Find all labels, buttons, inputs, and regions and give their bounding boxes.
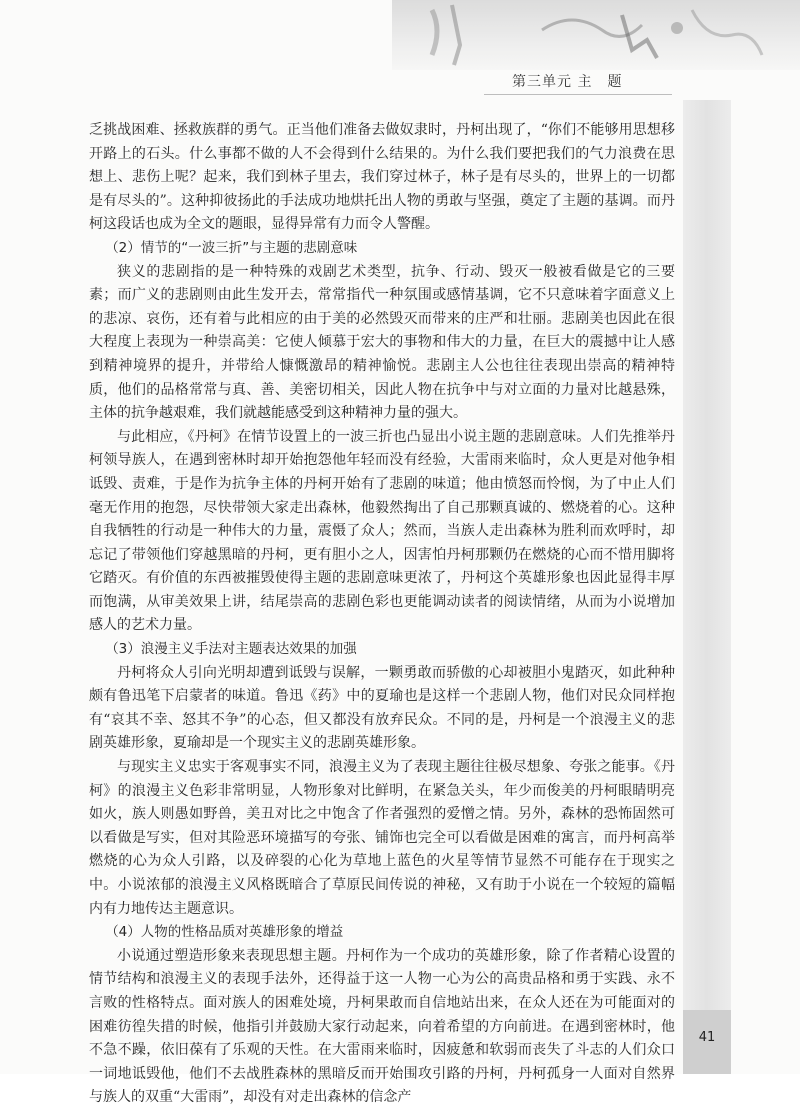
paragraph: 与现实主义忠实于客观事实不同，浪漫主义为了表现主题往往极尽想象、夸张之能事。《丹柯》的浪漫主义色彩非常明显，人物形象对比鲜明，在紧急关头，年少而俊美的丹柯眼睛明亮如火，族人则愚如野兽，美丑对比之中饱含了作者强烈的爱憎之情。另外，森林的恐怖固然可以看做是写实，但对其险恶环境描写的夸张、铺饰也完全可以看做是困难的寓言，而丹柯高举燃烧的心为众人引路，以及碎裂的心化为草地上蓝色的火星等情节显然不可能存在于现实之中。小说浓郁的浪漫主义风格既暗合了草原民间传说的神秘，又有助于小说在一个较短的篇幅内有力地传达主题意识。	[89, 759, 675, 917]
paragraph: 乏挑战困难、拯救族群的勇气。正当他们准备去做奴隶时，丹柯出现了，“你们不能够用思想移开路上的石头。什么事都不做的人不会得到什么结果的。为什么我们要把我们的气力浪费在思想上、悲伤上呢？起来，我们到林子里去，我们穿过林子，林子是有尽头的，世界上的一切都是有尽头的”。这种抑彼扬此的手法成功地烘托出人物的勇敢与坚强，奠定了主题的基调。而丹柯这段话也成为全文的题眼，显得异常有力而令人警醒。	[89, 122, 675, 233]
header-decoration-image	[392, 0, 800, 70]
header-divider	[484, 94, 672, 95]
section-title: 第三单元 主 题	[512, 74, 623, 90]
body-text	[89, 119, 675, 1110]
paragraph: 丹柯将众人引向光明却遭到诋毁与误解，一颗勇敢而骄傲的心却被胆小鬼踏灭，如此种种颇有鲁迅笔下启蒙者的味道。鲁迅《药》中的夏瑜也是这样一个悲剧人物，他们对民众同样抱有“哀其不幸、怒其不争”的心态，但又都没有放弃民众。不同的是，丹柯是一个浪漫主义的悲剧英雄形象，夏瑜却是一个现实主义的悲剧英雄形象。	[89, 664, 675, 752]
subsection-heading: （4）人物的性格品质对英雄形象的增益	[105, 924, 344, 941]
ink-painting-icon	[392, 0, 800, 70]
paragraph: 与此相应，《丹柯》在情节设置上的一波三折也凸显出小说主题的悲剧意味。人们先推举丹柯领导族人，在遇到密林时却开始抱怨他年轻而没有经验，大雷雨来临时，众人更是对他争相诋毁、责难，于是作为抗争主体的丹柯开始有了悲剧的味道；他由愤怒而怜悯，为了中止人们毫无作用的抱怨，尽快带领大家走出森林，他毅然掏出了自己那颗真诚的、燃烧着的心。这种自我牺牲的行动是一种伟大的力量，震慑了众人；然而，当族人走出森林为胜利而欢呼时，却忘记了带领他们穿越黑暗的丹柯，更有胆小之人，因害怕丹柯那颗仍在燃烧的心而不惜用脚将它踏灭。有价值的东西被摧毁使得主题的悲剧意味更浓了，丹柯这个英雄形象也因此显得丰厚而饱满，从审美效果上讲，结尾崇高的悲剧色彩也更能调动读者的阅读情绪，从而为小说增加感人的艺术力量。	[89, 428, 675, 634]
side-margin-strip	[683, 100, 731, 1074]
subsection-heading: （3）浪漫主义手法对主题表达效果的加强	[105, 641, 357, 658]
paragraph: 狭义的悲剧指的是一种特殊的戏剧艺术类型，抗争、行动、毁灭一般被看做是它的三要素；而广义的悲剧则由此生发开去，常常指代一种氛围或感情基调，它不只意味着字面意义上的悲凉、哀伤，还有着与此相应的由于美的必然毁灭而带来的庄严和壮丽。悲剧美也因此在很大程度上表现为一种崇高美：它使人倾慕于宏大的事物和伟大的力量，在巨大的震撼中让人感到精神境界的提升，并带给人慷慨激昂的精神愉悦。悲剧主人公也往往表现出崇高的精神特质，他们的品格常常与真、善、美密切相关，因此人物在抗争中与对立面的力量对比越悬殊，主体的抗争越艰难，我们就越能感受到这种精神力量的强大。	[89, 263, 675, 422]
paragraph: 小说通过塑造形象来表现思想主题。丹柯作为一个成功的英雄形象，除了作者精心设置的情节结构和浪漫主义的表现手法外，还得益于这一人物一心为公的高贵品格和勇于实践、永不言败的性格特点。面对族人的困难处境，丹柯果敢而自信地站出来，在众人还在为可能面对的困难彷徨失措的时候，他指引并鼓励大家行动起来，向着希望的方向前进。在遇到密林时，他不急不躁，依旧葆有了乐观的天性。在大雷雨来临时，因疲惫和软弱而丧失了斗志的人们众口一词地诋毁他，他们不去战胜森林的黑暗反而开始围攻引路的丹柯，丹柯孤身一人面对自然界与族人的双重“大雷雨”，却没有对走出森林的信念产	[89, 947, 675, 1106]
subsection-heading: （2）情节的“一波三折”与主题的悲剧意味	[105, 239, 358, 256]
page-number: 41	[698, 1030, 716, 1045]
